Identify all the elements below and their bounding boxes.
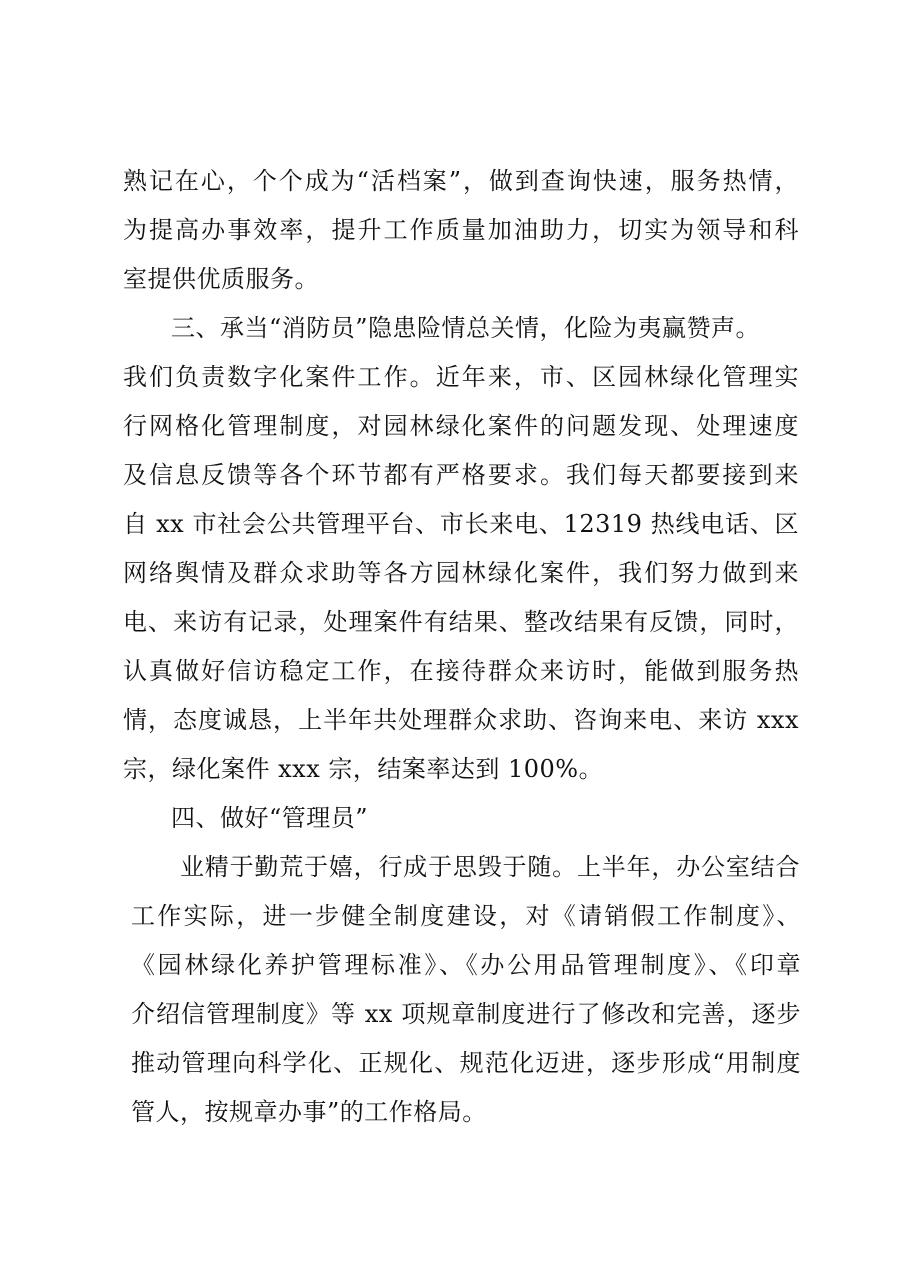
paragraph-line: 管人，按规章办事”的工作格局。 bbox=[131, 1098, 487, 1126]
paragraph-line: 自 xx 市社会公共管理平台、市长来电、12319 热线电话、区 bbox=[123, 510, 799, 538]
paragraph-line: 为提高办事效率，提升工作质量加油助力，切实为领导和科 bbox=[123, 216, 799, 244]
paragraph-line: 工作实际，进一步健全制度建设，对《请销假工作制度》、 bbox=[131, 902, 801, 930]
paragraph-line: 推动管理向科学化、正规化、规范化迈进，逐步形成“用制度 bbox=[131, 1049, 801, 1077]
paragraph-line: 室提供优质服务。 bbox=[123, 265, 319, 293]
paragraph-line: 情，态度诚恳，上半年共处理群众求助、咨询来电、来访 xxx bbox=[123, 706, 799, 734]
paragraph-line: 宗，绿化案件 xxx 宗，结案率达到 100%。 bbox=[123, 755, 604, 783]
paragraph-line: 介绍信管理制度》等 xx 项规章制度进行了修改和完善，逐步 bbox=[131, 1000, 801, 1028]
section-heading-firefighter: 三、承当“消防员”隐患险情总关情，化险为夷赢赞声。 bbox=[171, 314, 761, 342]
paragraph-line: 网络舆情及群众求助等各方园林绿化案件，我们努力做到来 bbox=[123, 559, 799, 587]
paragraph-line: 及信息反馈等各个环节都有严格要求。我们每天都要接到来 bbox=[123, 461, 799, 489]
paragraph-line: 行网格化管理制度，对园林绿化案件的问题发现、处理速度 bbox=[123, 412, 799, 440]
paragraph-line: 电、来访有记录，处理案件有结果、整改结果有反馈，同时， bbox=[123, 608, 799, 636]
section-heading-administrator: 四、做好“管理员” bbox=[171, 804, 369, 832]
paragraph-line: 业精于勤荒于嬉，行成于思毁于随。上半年，办公室结合 bbox=[180, 853, 800, 881]
paragraph-line: 我们负责数字化案件工作。近年来，市、区园林绿化管理实 bbox=[123, 363, 799, 391]
paragraph-line: 认真做好信访稳定工作，在接待群众来访时，能做到服务热 bbox=[123, 657, 799, 685]
paragraph-line: 《园林绿化养护管理标准》、《办公用品管理制度》、《印章 bbox=[131, 951, 801, 979]
paragraph-line: 熟记在心，个个成为“活档案”，做到查询快速，服务热情， bbox=[123, 167, 799, 195]
